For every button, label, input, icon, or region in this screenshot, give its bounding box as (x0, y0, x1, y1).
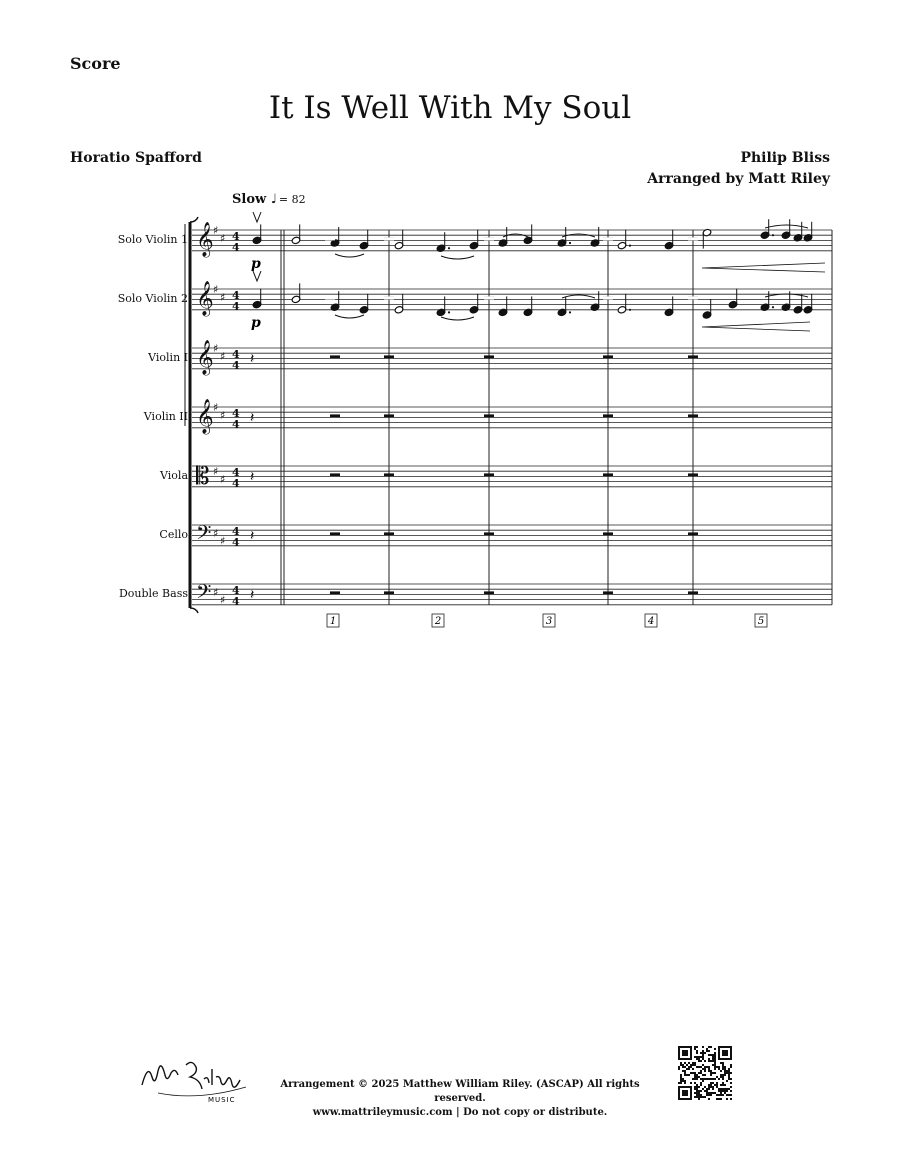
footer (260, 1078, 660, 1120)
quarter-rest-icon: 𝄽 (250, 587, 255, 603)
bass-clef-icon: 𝄢 (196, 580, 212, 608)
measure-number: 2 (434, 616, 442, 627)
treble-clef-icon: 𝄞 (196, 399, 214, 434)
instrument-label-solo-violin-1: Solo Violin 1 (117, 233, 188, 246)
sharp-icon: ♯ (220, 290, 226, 304)
whole-rest-icon (688, 355, 698, 358)
staff-lines (192, 230, 832, 605)
lyricist-credit: Horatio Spafford (70, 150, 202, 166)
whole-rest-icon (688, 414, 698, 417)
whole-rest-icon (330, 473, 340, 476)
whole-rest-icon (603, 591, 613, 594)
time-signature: 4 (232, 289, 240, 302)
slur (335, 315, 364, 318)
quarter-note-icon: ♩ (270, 192, 277, 207)
whole-rest-icon (330, 414, 340, 417)
note-dot (629, 309, 631, 311)
slur (441, 317, 474, 320)
publisher-logo (138, 1055, 258, 1111)
instrument-label-cello: Cello (159, 528, 188, 541)
time-signature: 4 (232, 418, 240, 431)
sharp-icon: ♯ (213, 342, 219, 355)
note-dot (448, 311, 450, 313)
quarter-rest-icon: 𝄽 (250, 528, 255, 544)
time-signature: 4 (232, 525, 240, 538)
sharp-icon: ♯ (213, 224, 219, 237)
website-notice: www.mattrileymusic.com | Do not copy or distribute. (312, 1107, 608, 1118)
note-dot (569, 242, 571, 244)
whole-rest-icon (330, 355, 340, 358)
whole-rest-icon (384, 355, 394, 358)
whole-rest-icon (603, 355, 613, 358)
note-dot (629, 245, 631, 247)
sharp-icon: ♯ (220, 473, 226, 486)
qr-code-icon (678, 1046, 732, 1104)
time-signature: 4 (232, 348, 240, 361)
time-signature: 4 (232, 359, 240, 372)
whole-rest-icon (484, 473, 494, 476)
time-signature: 4 (232, 300, 240, 313)
whole-rest-icon (330, 532, 340, 535)
time-signature: 4 (232, 595, 240, 608)
instrument-label-solo-violin-2: Solo Violin 2 (117, 292, 188, 305)
treble-clef-icon: 𝄞 (196, 340, 214, 375)
instrument-label-double-bass: Double Bass (118, 587, 188, 600)
dynamic-piano: p (251, 315, 261, 331)
whole-rest-icon (384, 473, 394, 476)
sharp-icon: ♯ (213, 585, 219, 599)
time-signature: 4 (232, 241, 240, 254)
sharp-icon: ♯ (213, 465, 219, 479)
instrument-label-viola: Viola (160, 469, 188, 482)
sharp-icon: ♯ (220, 534, 226, 548)
whole-rest-icon (384, 532, 394, 535)
note-dot (772, 306, 774, 308)
time-signature: 4 (232, 407, 240, 420)
whole-rest-icon (688, 532, 698, 535)
whole-rest-icon (484, 414, 494, 417)
sharp-icon: ♯ (220, 349, 226, 363)
slur (562, 295, 595, 298)
whole-rest-icon (688, 473, 698, 476)
whole-rest-icon (330, 591, 340, 594)
whole-rest-icon (484, 591, 494, 594)
sharp-icon: ♯ (220, 408, 226, 422)
tempo-text: Slow (232, 192, 267, 207)
clefs (196, 222, 240, 608)
time-signature: 4 (232, 536, 240, 549)
whole-rest-icon (384, 414, 394, 417)
dynamic-piano: p (251, 256, 261, 272)
whole-rest-icon (484, 355, 494, 358)
page-title: It Is Well With My Soul (268, 90, 632, 126)
slur (335, 254, 364, 257)
tempo-value: = 82 (278, 193, 306, 206)
note-dot (772, 234, 774, 236)
score-label: Score (70, 54, 121, 73)
treble-clef-icon: 𝄞 (196, 281, 214, 316)
slur (441, 256, 474, 259)
logo-subtext: MUSIC (208, 1096, 236, 1104)
whole-rest-icon (603, 532, 613, 535)
arranger-credit: Arranged by Matt Riley (647, 171, 830, 187)
whole-rest-icon (603, 414, 613, 417)
whole-rest-icon (484, 532, 494, 535)
note-dot (569, 311, 571, 313)
alto-clef-icon: 𝄡 (196, 462, 210, 490)
sharp-icon: ♯ (213, 283, 219, 296)
rests (250, 237, 698, 603)
treble-clef-icon: 𝄞 (196, 222, 214, 257)
sharp-icon: ♯ (213, 526, 219, 540)
sharp-icon: ♯ (220, 593, 226, 607)
whole-rest-icon (384, 591, 394, 594)
bass-clef-icon: 𝄢 (196, 521, 212, 549)
instrument-label-violin-2: Violin II (143, 410, 188, 423)
measure-number: 3 (545, 616, 553, 627)
time-signature: 4 (232, 477, 240, 490)
quarter-rest-icon: 𝄽 (250, 410, 255, 426)
measure-number: 1 (329, 616, 337, 627)
measure-number: 5 (757, 616, 765, 627)
instrument-label-violin-1: Violin I (148, 351, 188, 364)
composer-credit: Philip Bliss (740, 150, 830, 166)
whole-rest-icon (603, 473, 613, 476)
sharp-icon: ♯ (220, 231, 226, 245)
time-signature: 4 (232, 466, 240, 479)
measure-number: 4 (647, 616, 655, 627)
sharp-icon: ♯ (213, 401, 219, 414)
quarter-rest-icon: 𝄽 (250, 469, 255, 485)
quarter-rest-icon: 𝄽 (250, 351, 255, 367)
time-signature: 4 (232, 230, 240, 243)
note-dot (448, 247, 450, 249)
whole-rest-icon (688, 591, 698, 594)
copyright-notice: Arrangement © 2025 Matthew William Riley. (ASCAP) All rights reserved. (280, 1079, 640, 1104)
time-signature: 4 (232, 584, 240, 597)
